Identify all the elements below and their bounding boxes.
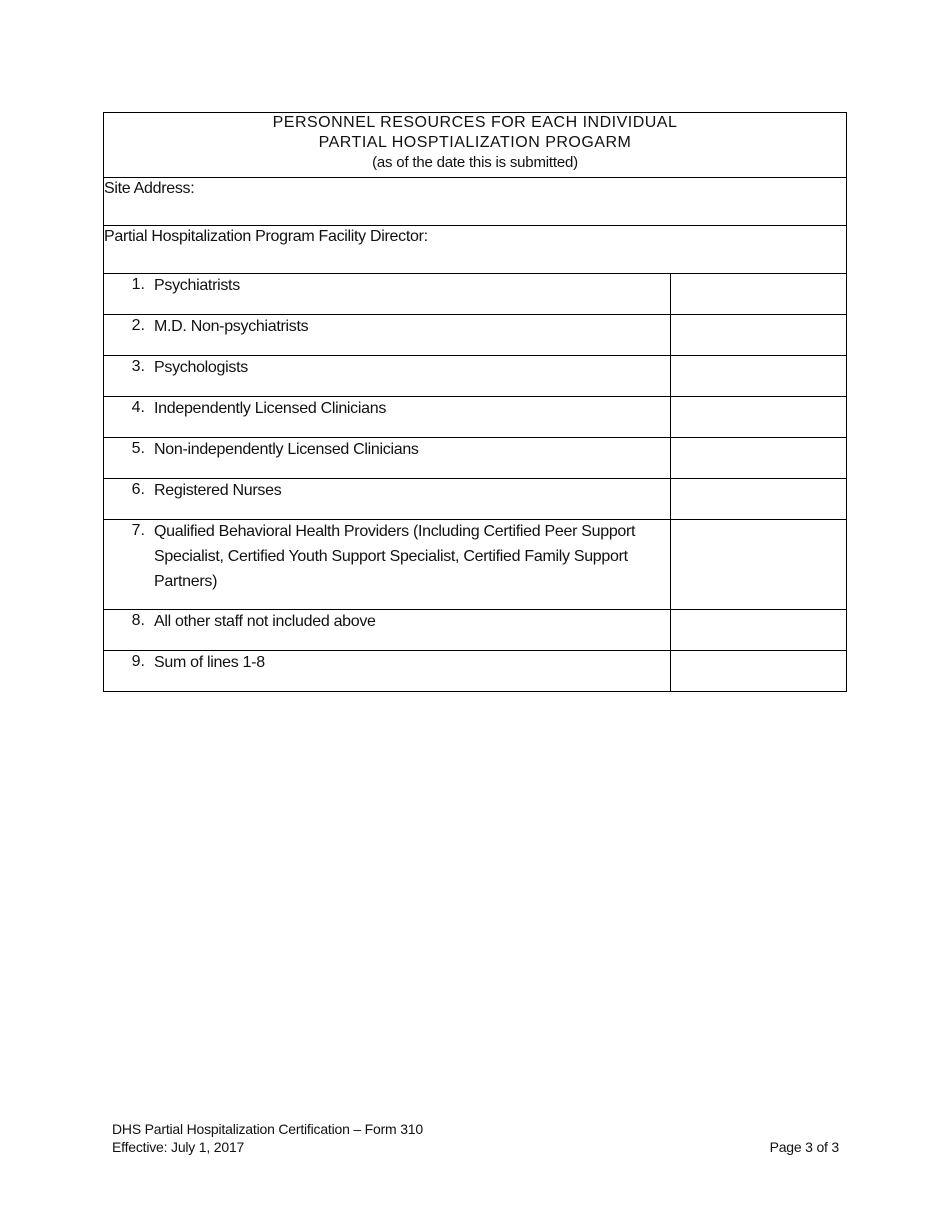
table-row xyxy=(104,315,847,356)
table-row xyxy=(104,274,847,315)
facility-director-field[interactable] xyxy=(104,226,847,274)
form-title xyxy=(104,113,847,178)
table-row xyxy=(104,610,847,651)
table-row xyxy=(104,479,847,520)
footer-form-name: DHS Partial Hospitalization Certification – Form 310 xyxy=(112,1121,423,1137)
item-label-all-other-staff: All other staff not included above xyxy=(154,613,376,630)
registered-nurses-count-field[interactable] xyxy=(670,479,846,520)
non-independently-licensed-count-field[interactable] xyxy=(670,438,846,479)
sum-total-field[interactable] xyxy=(670,651,846,692)
title-line-2: PARTIAL HOSPTIALIZATION PROGARM xyxy=(318,134,632,151)
item-label-sum: Sum of lines 1-8 xyxy=(154,654,265,671)
all-other-staff-count-field[interactable] xyxy=(670,610,846,651)
item-label-independently-licensed: Independently Licensed Clinicians xyxy=(154,400,387,417)
director-row xyxy=(104,226,847,274)
site-address-field[interactable] xyxy=(104,178,847,226)
item-number: 8. xyxy=(131,612,145,629)
page-number: Page 3 of 3 xyxy=(769,1139,839,1155)
qualified-bh-providers-count-field[interactable] xyxy=(670,520,846,610)
table-row xyxy=(104,397,847,438)
item-label-md-non-psychiatrists: M.D. Non-psychiatrists xyxy=(154,318,309,335)
facility-director-label: Partial Hospitalization Program Facility Director: xyxy=(104,228,428,245)
psychologists-count-field[interactable] xyxy=(670,356,846,397)
psychiatrists-count-field[interactable] xyxy=(670,274,846,315)
title-row xyxy=(104,113,847,178)
table-row xyxy=(104,520,847,610)
footer-effective-date: Effective: July 1, 2017 xyxy=(112,1139,245,1155)
item-number: 1. xyxy=(131,276,145,293)
item-number: 9. xyxy=(131,653,145,670)
item-label-qualified-bh-providers: Qualified Behavioral Health Providers (Including Certified Peer Support Specialist, Certified Youth Support Specialist, Certified Family Support Partners) xyxy=(154,523,636,590)
md-non-psychiatrists-count-field[interactable] xyxy=(670,315,846,356)
item-label-psychologists: Psychologists xyxy=(154,359,248,376)
title-line-3: (as of the date this is submitted) xyxy=(372,154,578,171)
item-label-non-independently-licensed: Non-independently Licensed Clinicians xyxy=(154,441,419,458)
item-number: 5. xyxy=(131,440,145,457)
item-number: 6. xyxy=(131,481,145,498)
site-address-row xyxy=(104,178,847,226)
item-label-psychiatrists: Psychiatrists xyxy=(154,277,240,294)
item-number: 4. xyxy=(131,399,145,416)
item-number: 7. xyxy=(131,522,145,539)
personnel-resources-table xyxy=(103,112,847,692)
independently-licensed-count-field[interactable] xyxy=(670,397,846,438)
item-label-registered-nurses: Registered Nurses xyxy=(154,482,282,499)
table-row xyxy=(104,356,847,397)
item-number: 3. xyxy=(131,358,145,375)
title-line-1: PERSONNEL RESOURCES FOR EACH INDIVIDUAL xyxy=(272,114,678,131)
table-row xyxy=(104,651,847,692)
site-address-label: Site Address: xyxy=(104,180,195,197)
table-row xyxy=(104,438,847,479)
item-number: 2. xyxy=(131,317,145,334)
